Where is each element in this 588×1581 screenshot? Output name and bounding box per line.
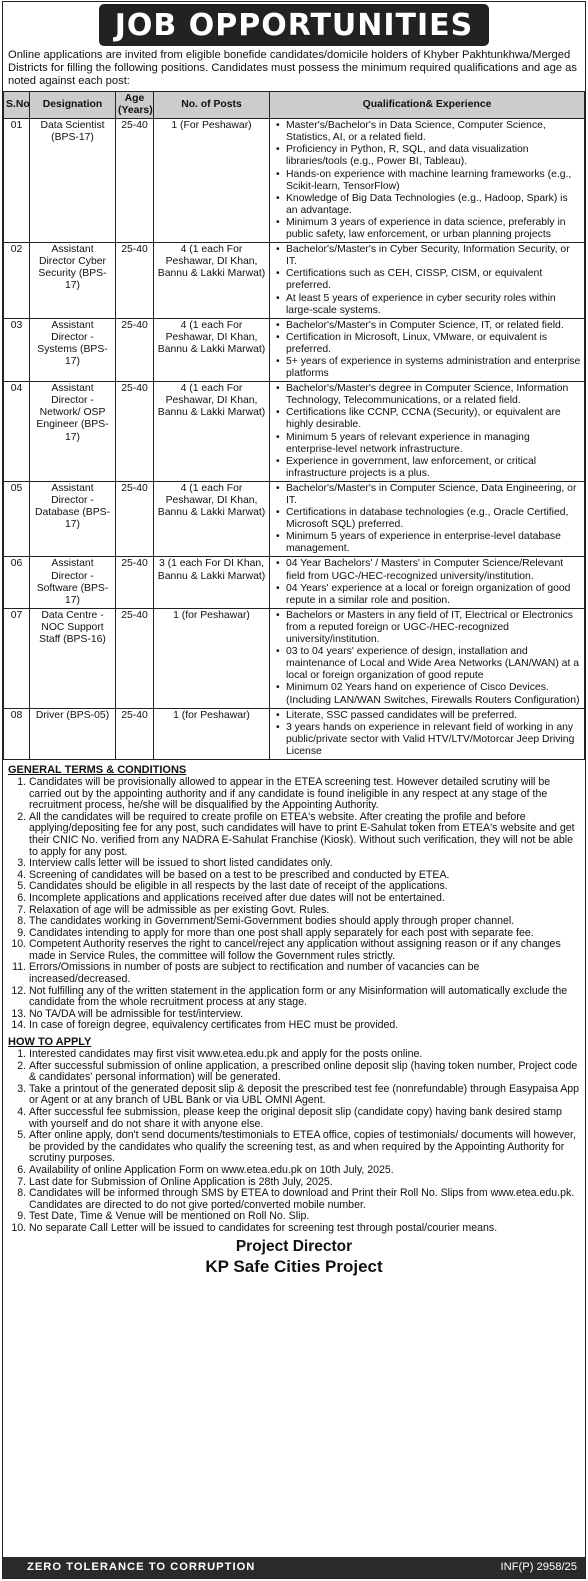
cell-age: 25-40 xyxy=(116,481,154,557)
qualification-list xyxy=(272,120,582,241)
qualification-list xyxy=(272,610,582,707)
cell-age: 25-40 xyxy=(116,708,154,759)
qualification-item: • Bachelors or Masters in any field of IT, Electrical or Electronics from a reputed foreign or UGC-/HEC-recognized university/institution. xyxy=(286,610,582,646)
col-header-sno: S.No xyxy=(4,92,30,119)
cell-sno: 06 xyxy=(4,557,30,608)
how-to-apply-item: 7. Last date for Submission of Online Application is 28th July, 2025. xyxy=(29,1177,580,1189)
how-to-apply-list xyxy=(3,1049,585,1235)
qualification-item: • Certifications in database technologies (e.g., Oracle Certified, Microsoft SQL) preferred. xyxy=(286,507,582,531)
col-header-posts: No. of Posts xyxy=(154,92,270,119)
signatory-title: Project Director xyxy=(235,1237,353,1255)
cell-qualification xyxy=(270,119,585,243)
cell-qualification xyxy=(270,481,585,557)
qualification-item: • Master's/Bachelor's in Data Science, Computer Science, Statistics, AI, or a related field. xyxy=(286,120,582,144)
qualification-item: • Knowledge of Big Data Technologies (e.g., Hadoop, Spark) is an advantage. xyxy=(286,193,582,217)
cell-sno: 02 xyxy=(4,243,30,319)
cell-designation: Data Scientist (BPS-17) xyxy=(30,119,116,243)
table-row xyxy=(4,243,585,319)
cell-qualification xyxy=(270,608,585,708)
qualification-item: • Experience in government, law enforcement, or critical infrastructure projects is a plus. xyxy=(286,456,582,480)
table-body xyxy=(4,119,585,760)
qualification-item: • Proficiency in Python, R, SQL, and data visualization libraries/tools (e.g., Power BI, Tableau). xyxy=(286,144,582,168)
cell-age: 25-40 xyxy=(116,608,154,708)
how-to-apply-heading: HOW TO APPLY xyxy=(8,1036,92,1049)
cell-designation: Data Centre - NOC Support Staff (BPS-16) xyxy=(30,608,116,708)
cell-qualification xyxy=(270,243,585,319)
table-row xyxy=(4,708,585,759)
cell-qualification xyxy=(270,318,585,381)
cell-qualification xyxy=(270,557,585,608)
col-header-qualification: Qualification& Experience xyxy=(270,92,585,119)
terms-item: 3. Interview calls letter will be issued to short listed candidates only. xyxy=(29,858,580,870)
qualification-item: • At least 5 years of experience in cyber security roles within large-scale systems. xyxy=(286,293,582,317)
terms-item: 2. All the candidates will be required to create profile on ETEA's website. After creating the profile and before applying/depositing fee for any post, such candidates will have to print E-Sahulat token from ETEA's website and get their CNIC No. verified from any NADRA E-Sahulat Franchise (Kiosk). Without such verification, they will not be able to apply for any post. xyxy=(29,812,580,858)
qualification-item: • Bachelor's/Master's in Computer Science, IT, or related field. xyxy=(286,320,582,332)
qualification-item: • Certification in Microsoft, Linux, VMware, or equivalent is preferred. xyxy=(286,332,582,356)
qualification-item: • Bachelor's/Master's in Cyber Security, Information Security, or IT. xyxy=(286,244,582,268)
qualification-item: • Minimum 02 Years hand on experience of Cisco Devices. (Including LAN/WAN Switches, Firewalls Routers Configuration) xyxy=(286,682,582,706)
terms-heading: GENERAL TERMS & CONDITIONS xyxy=(8,763,187,776)
qualification-item: • 5+ years of experience in systems administration and enterprise platforms xyxy=(286,356,582,380)
qualification-item: • 04 Year Bachelors' / Masters' in Computer Science/Relevant field from UGC-/HEC-recognized university/institution. xyxy=(286,558,582,582)
cell-posts: 1 (For Peshawar) xyxy=(154,119,270,243)
how-to-apply-item: 10. No separate Call Letter will be issued to candidates for screening test through postal/courier means. xyxy=(29,1223,580,1235)
terms-item: 5. Candidates should be eligible in all respects by the last date of receipt of the applications. xyxy=(29,881,580,893)
qualification-item: • Literate, SSC passed candidates will be preferred. xyxy=(286,710,582,722)
cell-designation: Driver (BPS-05) xyxy=(30,708,116,759)
footer-ref: INF(P) 2958/25 xyxy=(500,1561,577,1573)
how-to-apply-item: 2. After successful submission of online application, a prescribed online deposit slip (having token number, Project code & candidates' personal information) will be generated. xyxy=(29,1061,580,1084)
terms-item: 11. Errors/Omissions in number of posts are subject to rectification and number of vacancies can be increased/decreased. xyxy=(29,962,580,985)
table-row xyxy=(4,318,585,381)
cell-sno: 08 xyxy=(4,708,30,759)
footer-bar xyxy=(3,1557,585,1578)
how-to-apply-item: 8. Candidates will be informed through SMS by ETEA to download and Print their Roll No. Slips from www.etea.edu.pk. Candidates are directed to do not give ported/converted mobile number. xyxy=(29,1188,580,1211)
terms-item: 6. Incomplete applications and applications received after due dates will not be entertained. xyxy=(29,893,580,905)
table-row xyxy=(4,557,585,608)
qualification-item: • Bachelor's/Master's degree in Computer Science, Information Technology, Telecommunications, or a related field. xyxy=(286,383,582,407)
how-to-apply-item: 4. After successful fee submission, please keep the original deposit slip (candidate copy) having bank desired stamp with yourself and do not share it with anyone else. xyxy=(29,1107,580,1130)
qualification-list xyxy=(272,244,582,317)
title-banner xyxy=(3,2,585,46)
cell-sno: 01 xyxy=(4,119,30,243)
cell-age: 25-40 xyxy=(116,119,154,243)
cell-sno: 04 xyxy=(4,382,30,482)
qualification-item: • Minimum 3 years of experience in data science, preferably in public safety, law enforcement, or urban planning projects xyxy=(286,217,582,241)
terms-item: 9. Candidates intending to apply for more than one post shall apply separately for each post with separate fee. xyxy=(29,928,580,940)
qualification-item: • 03 to 04 years' experience of design, installation and maintenance of Local and Wide Area Networks (LAN/WAN) at a local or foreign organization of good repute xyxy=(286,646,582,682)
terms-item: 10. Competent Authority reserves the right to cancel/reject any application without assigning reason or if any changes made in Service Rules, the committee will follow the Government rules strictly. xyxy=(29,939,580,962)
terms-item: 8. The candidates working in Government/Semi-Government bodies should apply through proper channel. xyxy=(29,916,580,928)
cell-posts: 4 (1 each For Peshawar, DI Khan, Bannu & Lakki Marwat) xyxy=(154,382,270,482)
intro-paragraph: Online applications are invited from eligible bonefide candidates/domicile holders of Khyber Pakhtunkhwa/Merged Districts for filling the following positions. Candidates must possess the minimum required qualifications and age as noted against each post: xyxy=(8,49,577,87)
how-to-apply-item: 1. Interested candidates may first visit www.etea.edu.pk and apply for the posts online. xyxy=(29,1049,580,1061)
cell-age: 25-40 xyxy=(116,382,154,482)
qualification-list xyxy=(272,320,582,380)
how-to-apply-item: 3. Take a printout of the generated deposit slip & deposit the prescribed test fee (nonrefundable) through Easypaisa App or Agent or at any branch of UBL Bank or via UBL OMNI Agent. xyxy=(29,1084,580,1107)
qualification-list xyxy=(272,710,582,758)
terms-list xyxy=(3,777,585,1032)
terms-item: 4. Screening of candidates will be based on a test to be prescribed and conducted by ETEA. xyxy=(29,870,580,882)
qualification-item: • Bachelor's/Master's in Computer Science, Data Engineering, or IT. xyxy=(286,483,582,507)
cell-posts: 1 (for Peshawar) xyxy=(154,708,270,759)
table-row xyxy=(4,608,585,708)
qualification-item: • Hands-on experience with machine learning frameworks (e.g., Scikit-learn, TensorFlow) xyxy=(286,169,582,193)
page-title: JOB OPPORTUNITIES xyxy=(99,4,490,46)
qualification-item: • Minimum 5 years of relevant experience in managing enterprise-level network infrastructure. xyxy=(286,432,582,456)
positions-table xyxy=(3,91,585,760)
cell-qualification xyxy=(270,708,585,759)
qualification-item: • 3 years hands on experience in relevant field of working in any public/private sector with Valid HTV/LTV/Motorcar Jeep Driving License xyxy=(286,722,582,758)
table-row xyxy=(4,382,585,482)
signatory-org: KP Safe Cities Project xyxy=(205,1256,383,1276)
how-to-apply-item: 5. After online apply, don't send documents/testimonials to ETEA office, copies of testimonials/ documents will however, be provided by the candidates who qualify the screening test, as and when required by the Appointing Authority for scrutiny purposes. xyxy=(29,1130,580,1165)
cell-designation: Assistant Director - Network/ OSP Engineer (BPS-17) xyxy=(30,382,116,482)
how-to-apply-item: 6. Availability of online Application Form on www.etea.edu.pk on 10th July, 2025. xyxy=(29,1165,580,1177)
cell-sno: 07 xyxy=(4,608,30,708)
cell-posts: 4 (1 each For Peshawar, DI Khan, Bannu & Lakki Marwat) xyxy=(154,243,270,319)
table-header-row xyxy=(4,92,585,119)
job-advertisement xyxy=(2,1,586,1579)
cell-posts: 3 (1 each For DI Khan, Bannu & Lakki Marwat) xyxy=(154,557,270,608)
table-row xyxy=(4,481,585,557)
cell-age: 25-40 xyxy=(116,557,154,608)
terms-item: 7. Relaxation of age will be admissible as per existing Govt. Rules. xyxy=(29,905,580,917)
col-header-designation: Designation xyxy=(30,92,116,119)
qualification-item: • Certifications like CCNP, CCNA (Security), or equivalent are highly desirable. xyxy=(286,407,582,431)
terms-item: 1. Candidates will be provisionally allowed to appear in the ETEA screening test. However detailed scrutiny will be carried out by the appointing authority and if any candidate is found ineligible in any respect at any stage of the recruitment process, he/she will be disqualified by the Appointing Authority. xyxy=(29,777,580,812)
cell-age: 25-40 xyxy=(116,318,154,381)
cell-age: 25-40 xyxy=(116,243,154,319)
footer-slogan: ZERO TOLERANCE TO CORRUPTION xyxy=(27,1561,256,1573)
qualification-list xyxy=(272,483,582,556)
cell-sno: 03 xyxy=(4,318,30,381)
how-to-apply-item: 9. Test Date, Time & Venue will be mentioned on Roll No. Slip. xyxy=(29,1211,580,1223)
cell-designation: Assistant Director Cyber Security (BPS-17) xyxy=(30,243,116,319)
qualification-item: • Certifications such as CEH, CISSP, CISM, or equivalent preferred. xyxy=(286,268,582,292)
qualification-item: • Minimum 5 years of experience in enterprise-level database management. xyxy=(286,531,582,555)
terms-item: 14. In case of foreign degree, equivalency certificates from HEC must be provided. xyxy=(29,1020,580,1032)
qualification-item: • 04 Years' experience at a local or foreign organization of good repute in a similar role and position. xyxy=(286,583,582,607)
cell-posts: 1 (for Peshawar) xyxy=(154,608,270,708)
cell-designation: Assistant Director - Software (BPS-17) xyxy=(30,557,116,608)
terms-item: 12. Not fulfilling any of the written statement in the application form or any Misinformation will automatically exclude the candidate from the whole recruitment process at any stage. xyxy=(29,986,580,1009)
table-row xyxy=(4,119,585,243)
cell-posts: 4 (1 each For Peshawar, DI Khan, Bannu & Lakki Marwat) xyxy=(154,318,270,381)
cell-qualification xyxy=(270,382,585,482)
cell-sno: 05 xyxy=(4,481,30,557)
qualification-list xyxy=(272,383,582,480)
cell-designation: Assistant Director - Systems (BPS-17) xyxy=(30,318,116,381)
qualification-list xyxy=(272,558,582,606)
terms-item: 13. No TA/DA will be admissible for test/interview. xyxy=(29,1009,580,1021)
cell-designation: Assistant Director - Database (BPS-17) xyxy=(30,481,116,557)
col-header-age: Age (Years) xyxy=(116,92,154,119)
cell-posts: 4 (1 each For Peshawar, DI Khan, Bannu & Lakki Marwat) xyxy=(154,481,270,557)
